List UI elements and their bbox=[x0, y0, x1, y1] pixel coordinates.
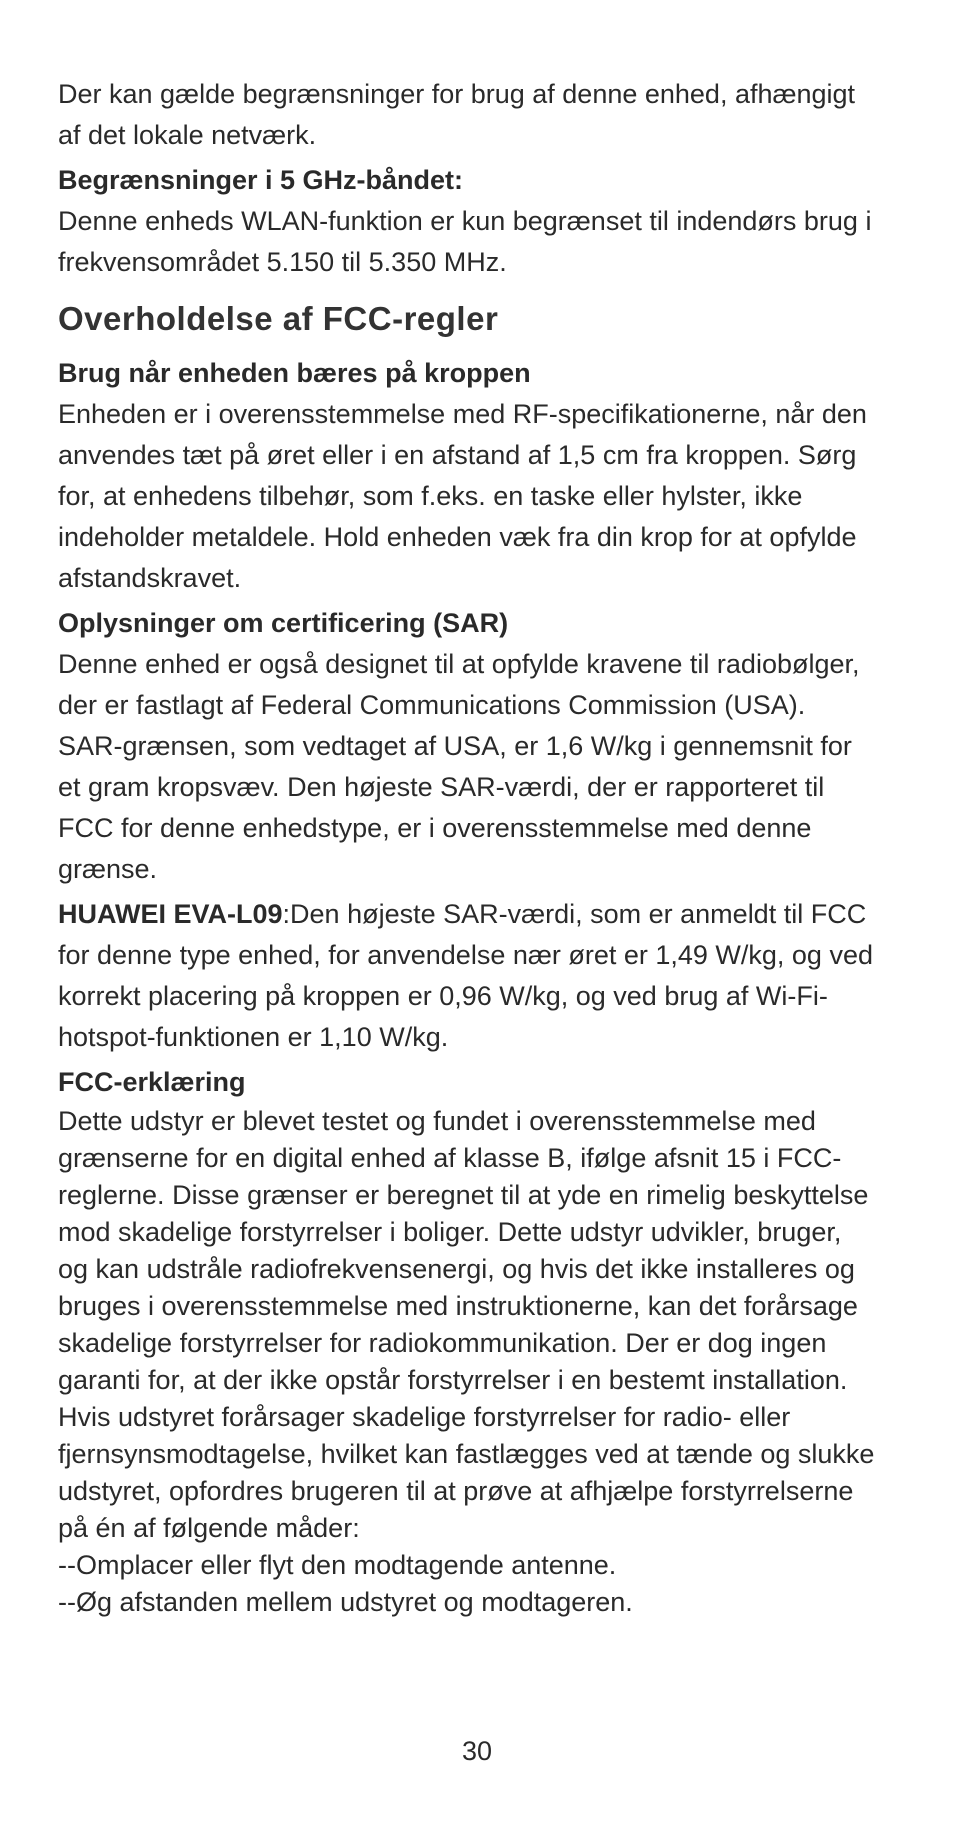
model-name: HUAWEI EVA-L09 bbox=[58, 899, 283, 929]
intro-paragraph: Der kan gælde begrænsninger for brug af denne enhed, afhængigt af det lokale netværk. bbox=[58, 79, 856, 150]
sar-heading: Oplysninger om certificering (SAR) bbox=[58, 608, 509, 638]
page-number: 30 bbox=[461, 1736, 493, 1766]
body-worn-heading: Brug når enheden bæres på kroppen bbox=[58, 358, 531, 388]
document-page bbox=[58, 74, 878, 1621]
model-sar-paragraph bbox=[58, 894, 878, 1058]
model-sar-text: :Den højeste SAR-værdi, som er anmeldt til FCC for denne type enhed, for anvendelse nær øret er 1,49 W/kg, og ved korrekt placering på kroppen er 0,96 W/kg, og ved brug af Wi-Fi-hotspot-funktionen er 1,10 W/kg. bbox=[58, 899, 873, 1052]
fcc-statement-heading: FCC-erklæring bbox=[58, 1067, 246, 1097]
ghz-restrictions-paragraph: Denne enheds WLAN-funktion er kun begrænset til indendørs brug i frekvensområdet 5.150 til 5.350 MHz. bbox=[58, 206, 872, 277]
sar-paragraph-1: Denne enhed er også designet til at opfylde kravene til radiobølger, der er fastlagt af Federal Communications Commission (USA). bbox=[58, 649, 860, 720]
sar-paragraph-2: SAR-grænsen, som vedtaget af USA, er 1,6 W/kg i gennemsnit for et gram kropsvæv. Den højeste SAR-værdi, der er rapporteret til FCC for denne enhedstype, er i overensstemmelse med denne grænse. bbox=[58, 731, 852, 884]
measure-item: --Øg afstanden mellem udstyret og modtageren. bbox=[58, 1587, 633, 1617]
ghz-restrictions-heading: Begrænsninger i 5 GHz-båndet: bbox=[58, 165, 464, 195]
section-title: Overholdelse af FCC-regler bbox=[58, 300, 499, 337]
measure-item: --Omplacer eller flyt den modtagende antenne. bbox=[58, 1550, 617, 1580]
body-worn-paragraph: Enheden er i overensstemmelse med RF-specifikationerne, når den anvendes tæt på øret eller i en afstand af 1,5 cm fra kroppen. Sørg for, at enhedens tilbehør, som f.eks. en taske eller hylster, ikke indeholder metaldele. Hold enheden væk fra din krop for at opfylde afstandskravet. bbox=[58, 399, 867, 593]
fcc-statement-paragraph: Dette udstyr er blevet testet og fundet i overensstemmelse med grænserne for en digital enhed af klasse B, ifølge afsnit 15 i FCC-reglerne. Disse grænser er beregnet til at yde en rimelig beskyttelse mod skadelige forstyrrelser i boliger. Dette udstyr udvikler, bruger, og kan udstråle radiofrekvensenergi, og hvis det ikke installeres og bruges i overensstemmelse med instruktionerne, kan det forårsage skadelige forstyrrelser for radiokommunikation. Der er dog ingen garanti for, at der ikke opstår forstyrrelser i en bestemt installation. Hvis udstyret forårsager skadelige forstyrrelser for radio- eller fjernsynsmodtagelse, hvilket kan fastlægges ved at tænde og slukke udstyret, opfordres brugeren til at prøve at afhjælpe forstyrrelserne på én af følgende måder: bbox=[58, 1106, 875, 1543]
